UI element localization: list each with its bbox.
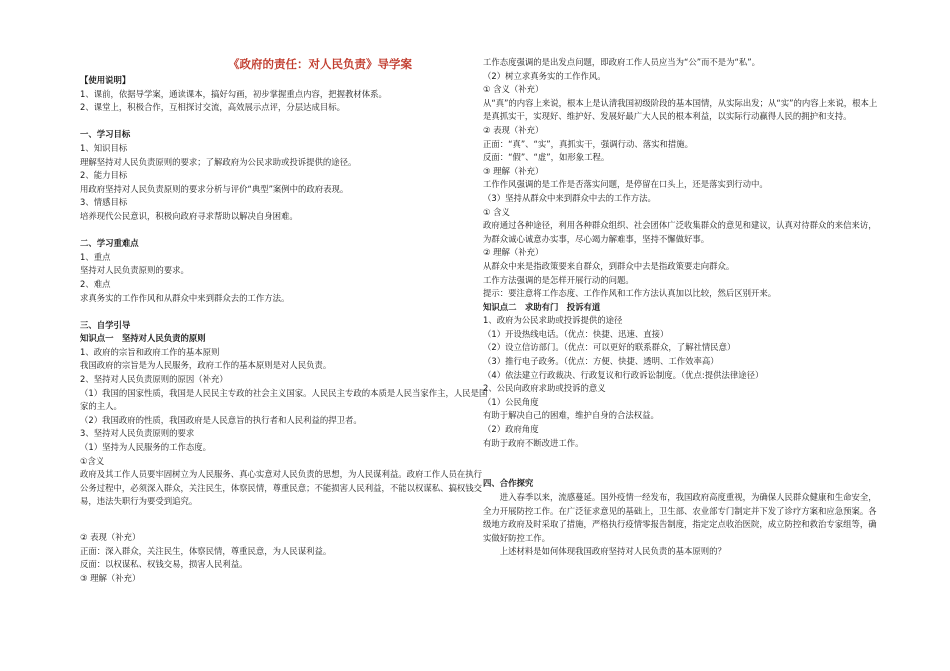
kp1-item-3-a-positive: 正面：深入群众，关注民生，体察民情，尊重民意，为人民谋利益。: [80, 545, 332, 556]
section-heading-cooperation: 四、合作探究: [483, 478, 534, 489]
section-heading-key-points: 二、学习重难点: [80, 238, 139, 249]
kp1-item-3-a-performance: ② 表现（补充）: [80, 532, 141, 542]
knowledge-point-1-heading: 知识点一 坚持对人民负责的原则: [80, 333, 206, 344]
goal-ability-text: 用政府坚持对人民负责原则的要求分析与评价“典型”案例中的政府表现。: [80, 183, 349, 194]
kp1-item-1-text: 我国政府的宗旨是为人民服务，政府工作的基本原则是对人民负责。: [80, 360, 332, 371]
r-style-positive: 正面：“真”、“实”，真抓实干，强调行动、落实和措施。: [483, 138, 693, 149]
kp2-item-1-b: （2）设立信访部门。（优点：可以更好的联系群众，了解社情民意）: [483, 342, 736, 353]
cooperation-question: 上述材料是如何体现我国政府坚持对人民负责的基本原则的？: [499, 546, 726, 557]
kp2-item-1-a: （1）开设热线电话。（优点：快捷、迅速、直接）: [483, 328, 669, 339]
goal-knowledge-label: 1、知识目标: [80, 142, 128, 153]
difficulty-text: 求真务实的工作作风和从群众中来到群众去的工作方法。: [80, 292, 290, 303]
r-method-meaning: ① 含义: [483, 206, 510, 217]
knowledge-point-2-heading: 知识点二 求助有门 投诉有道: [483, 301, 601, 312]
r-method-understanding: ② 理解（补充）: [483, 247, 544, 258]
kp2-item-1-d: （4）依法建立行政裁决、行政复议和行政诉讼制度。（优点:提供法律途径）: [483, 369, 764, 380]
kp1-item-3-a: （1）坚持为人民服务的工作态度。: [80, 442, 211, 453]
kp1-item-3: 3、坚持对人民负责原则的要求: [80, 428, 195, 439]
kp1-item-3-a-negative: 反面：以权谋私、权钱交易，损害人民利益。: [80, 559, 248, 570]
r-method-heading: （3）坚持从群众中来到群众中去的工作方法。: [483, 192, 656, 203]
right-column: [483, 56, 878, 559]
goal-knowledge-text: 理解坚持对人民负责原则的要求；了解政府为公民求助或投诉提供的途径。: [80, 156, 357, 167]
kp2-item-1: 1、政府为公民求助或投诉提供的途径: [483, 315, 623, 326]
cooperation-material: 进入春季以来，流感蔓延。国外疫情一经发布，我国政府高度重视，为确保人民群众健康和生命安全，全力开展防控工作。在广泛征求意见的基础上，卫生部、农业部专门制定并下发了诊疗方案和应急预案。各级地方政府及时采取了措施，严格执行疫情零报告制度，指定定点收治医院，成立防控和救治专家组等，确实做好防控工作。: [483, 492, 877, 543]
usage-item-2: 2、课堂上，积极合作，互相探讨交流，高效展示点评，分层达成目标。: [80, 102, 345, 113]
kp2-item-2-a-text: 有助于解决自己的困难，维护自身的合法权益。: [483, 410, 659, 421]
kp1-item-2: 2、坚持对人民负责原则的原因（补充）: [80, 374, 228, 385]
goal-emotion-text: 培养现代公民意识，积极向政府寻求帮助以解决自身困难。: [80, 210, 298, 221]
goal-emotion-label: 3、情感目标: [80, 197, 128, 208]
usage-heading: 【使用说明】: [80, 75, 131, 85]
r-style-meaning: ① 含义（补充）: [483, 84, 544, 95]
goal-ability-label: 2、能力目标: [80, 170, 128, 181]
difficulty-label: 2、难点: [80, 278, 111, 289]
r-style-understanding: ③ 理解（补充）: [483, 165, 544, 176]
kp1-item-2-a: （1）我国的国家性质，我国是人民民主专政的社会主义国家。人民民主专政的本质是人民当家作主，人民是国家的主人。: [80, 387, 488, 412]
kp2-item-2-a: （1）公民角度: [483, 396, 539, 407]
r-method-emphasis: 工作方法强调的是怎样开展行动的问题。: [483, 274, 634, 285]
page-title: 《政府的责任：对人民负责》导学案: [228, 57, 412, 71]
kp1-item-3-a-understanding: ③ 理解（补充）: [80, 572, 141, 583]
key-point-label: 1、重点: [80, 251, 111, 262]
r-method-meaning-text: 政府通过各种途径，利用各种群众组织、社会团体广泛收集群众的意见和建议，认真对待群众的来信来访，为群众诚心诚意办实事，尽心竭力解难事，坚持不懈做好事。: [483, 220, 877, 244]
section-heading-self-study: 三、自学引导: [80, 319, 131, 330]
kp1-item-1: 1、政府的宗旨和政府工作的基本原则: [80, 346, 220, 357]
r-style-negative: 反面：“假”、“虚”，如形象工程。: [483, 152, 610, 163]
usage-item-1: 1、课前，依据导学案，通读课本，搞好勾画，初步掌握重点内容，把握教材体系。: [80, 88, 387, 99]
r-style-heading: （2）树立求真务实的工作作风。: [483, 70, 606, 81]
kp1-item-3-a-meaning-text: 政府及其工作人员要牢固树立为人民服务、真心实意对人民负责的思想，为人民谋利益。政府工作人员在执行公务过程中，必须深入群众，关注民生，体察民情，尊重民意；不能损害人民利益，不能以权谋私、搞权钱交易，违法失职行为要受到追究。: [80, 469, 482, 507]
kp2-item-2: 2、公民向政府求助或投诉的意义: [483, 383, 606, 394]
kp2-item-2-b-text: 有助于政府不断改进工作。: [483, 437, 584, 448]
key-point-text: 坚持对人民负责原则的要求。: [80, 265, 189, 276]
kp2-item-2-b: （2）政府角度: [483, 424, 539, 435]
r-method-understanding-text: 从群众中来是指政策要来自群众，到群众中去是指政策要走向群众。: [483, 260, 735, 271]
left-column: [80, 56, 490, 585]
r-tip: 提示：要注意将工作态度、工作作风和工作方法认真加以比较，然后区别开来。: [483, 288, 777, 299]
kp1-item-2-b: （2）我国政府的性质，我国政府是人民意旨的执行者和人民利益的捍卫者。: [80, 414, 362, 425]
r-style-performance: ② 表现（补充）: [483, 124, 544, 135]
r-attitude-note: 工作态度强调的是出发点问题，即政府工作人员应当为“公”而不是为“私”。: [483, 57, 760, 67]
kp1-item-3-a-meaning: ①含义: [80, 455, 105, 466]
kp2-item-1-c: （3）推行电子政务。（优点：方便、快捷、透明、工作效率高）: [483, 356, 719, 367]
r-style-meaning-text: 从“真”的内容上来说，根本上是认清我国初级阶段的基本国情，从实际出发；从“实”的内容上来说，根本上是真抓实干，实现好、维护好、发展好最广大人民的根本利益，以实际行动赢得人民的拥护和支持。: [483, 97, 878, 122]
section-heading-goals: 一、学习目标: [80, 129, 131, 140]
r-style-understanding-text: 工作作风强调的是工作是否落实问题，是停留在口头上，还是落实到行动中。: [483, 179, 768, 190]
